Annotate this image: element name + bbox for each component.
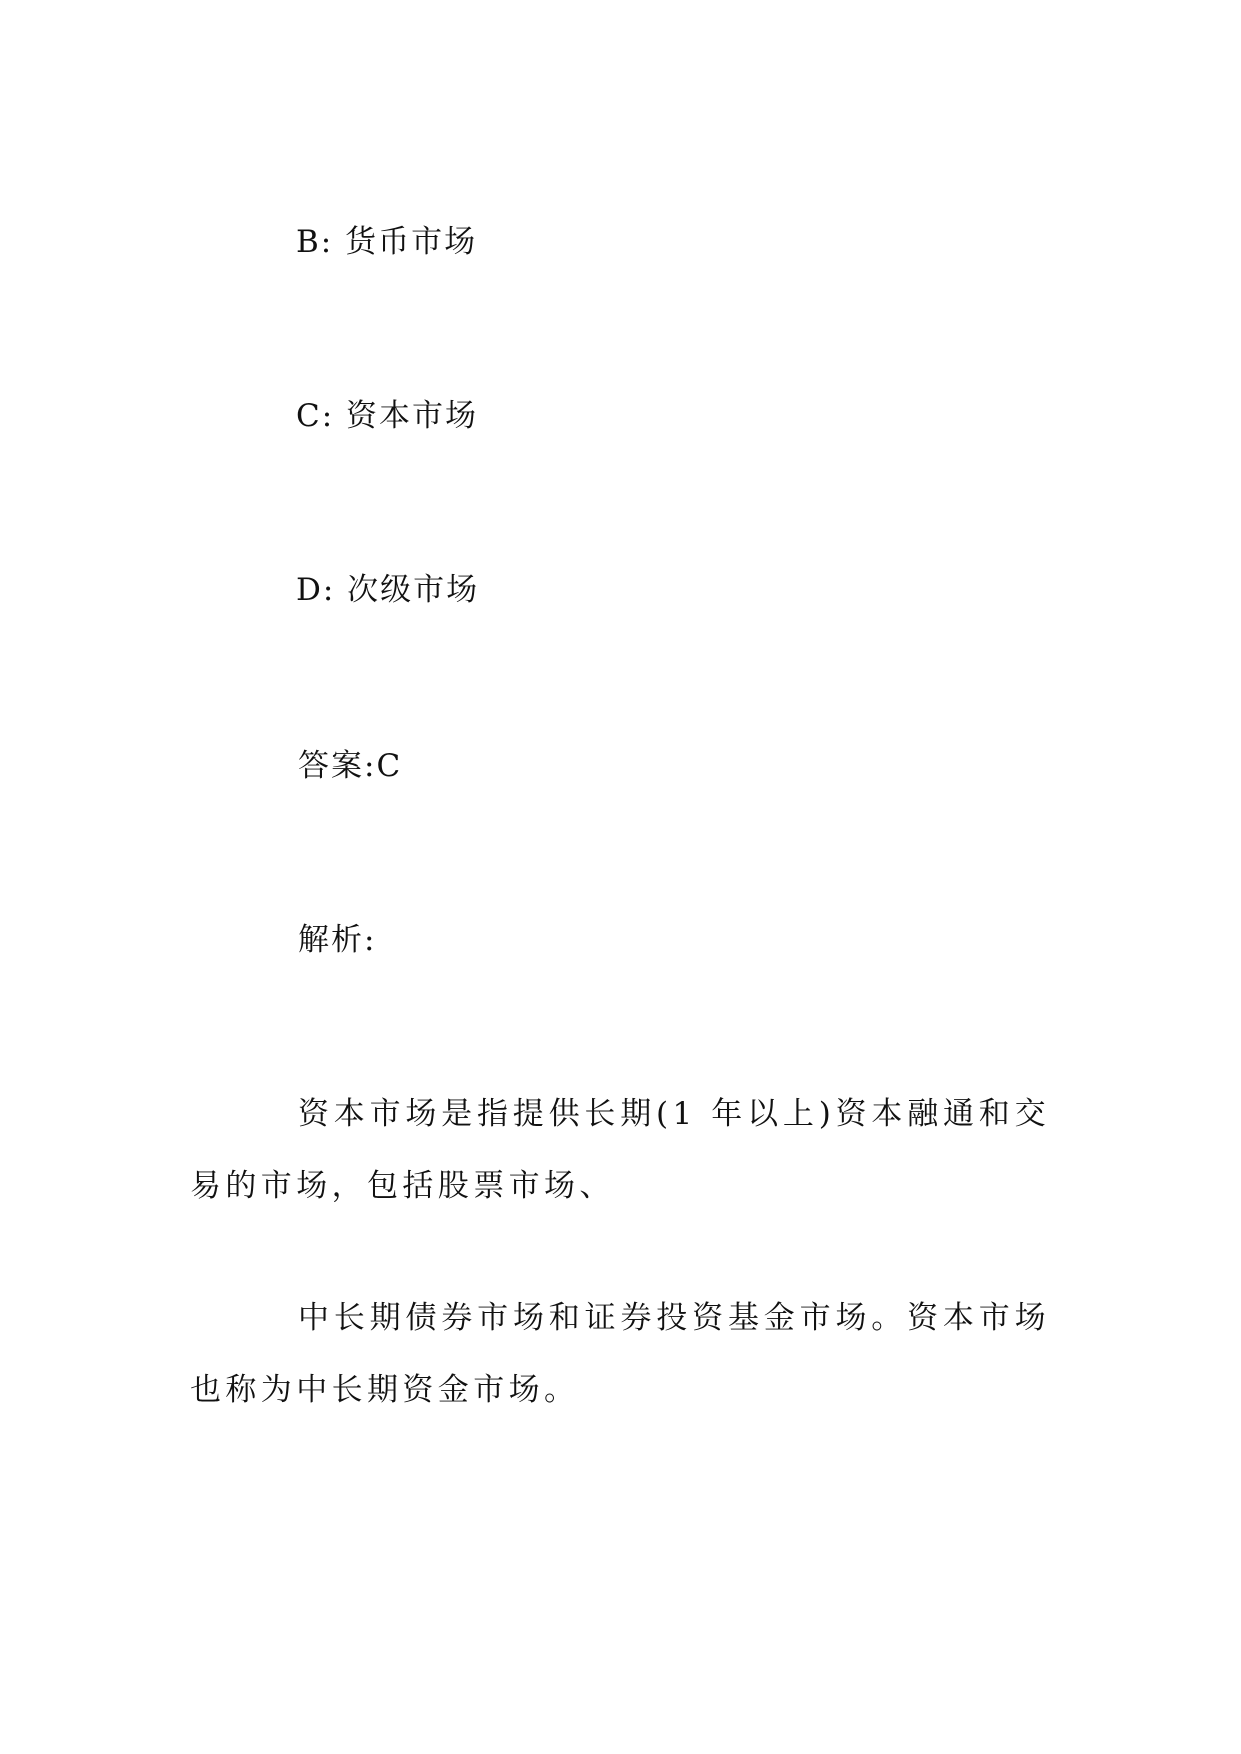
option-b: B: 货币市场 xyxy=(296,224,478,260)
analysis-paragraph: 中长期债券市场和证券投资基金市场。资本市场也称为中长期资金市场。 xyxy=(190,1300,1050,1408)
analysis-label: 解析: xyxy=(298,922,377,958)
option-d: D: 次级市场 xyxy=(296,572,480,608)
answer-text: 答案:C xyxy=(298,748,403,784)
option-c: C: 资本市场 xyxy=(296,398,479,434)
analysis-paragraph: 资本市场是指提供长期(1 年以上)资本融通和交易的市场，包括股票市场、 xyxy=(190,1096,1050,1204)
